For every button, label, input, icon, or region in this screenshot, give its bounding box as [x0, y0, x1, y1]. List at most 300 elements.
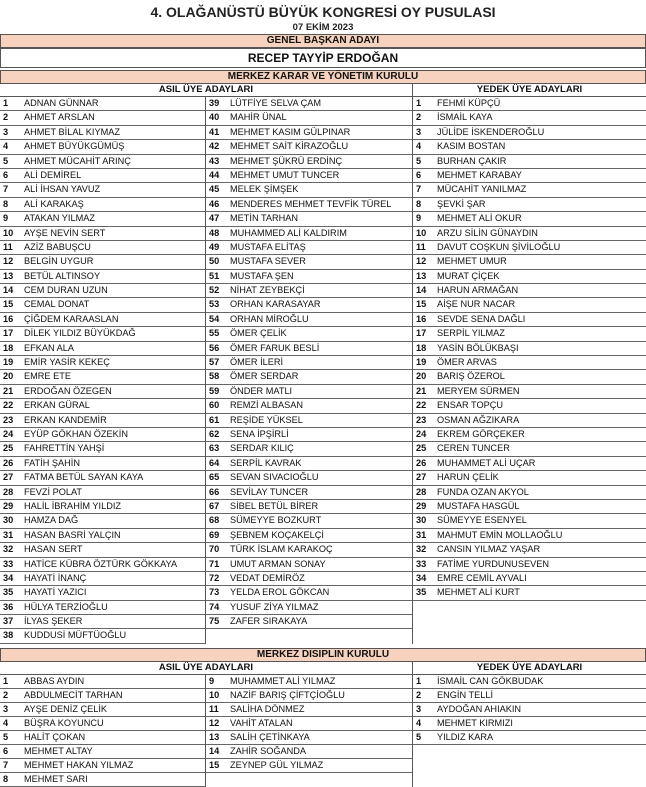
candidate-number: 31: [416, 529, 427, 540]
candidate-name: MURAT ÇİÇEK: [437, 270, 500, 281]
candidate-name: ÇİĞDEM KARAASLAN: [24, 313, 119, 324]
candidate-row: [206, 342, 412, 356]
candidate-name: HALİT ÇOKAN: [24, 731, 86, 742]
candidate-number: 10: [416, 227, 427, 238]
candidate-name: MAHİR ÜNAL: [230, 112, 287, 123]
candidate-number: 18: [3, 342, 14, 353]
candidate-row: [413, 689, 646, 703]
candidate-row: [206, 689, 412, 703]
candidate-name: MERYEM SÜRMEN: [437, 385, 520, 396]
candidate-name: ÖMER FARUK BESLİ: [230, 342, 320, 353]
candidate-row: [413, 731, 646, 745]
candidate-number: 15: [416, 299, 427, 310]
candidate-name: DİLEK YILDIZ BÜYÜKDAĞ: [24, 328, 136, 339]
candidate-number: 57: [209, 357, 220, 368]
candidate-name: İLYAS ŞEKER: [24, 616, 83, 627]
section2-asil-column: [0, 662, 412, 787]
candidate-number: 50: [209, 256, 220, 267]
section2-asil-left-list: [0, 675, 205, 787]
candidate-name: ÖMER ÇELİK: [230, 328, 287, 339]
candidate-name: AYŞE DENİZ ÇELİK: [24, 703, 108, 714]
candidate-row: [206, 442, 412, 456]
candidate-number: 17: [3, 328, 14, 339]
candidate-number: 12: [209, 717, 220, 728]
candidate-row: [413, 126, 646, 140]
candidate-name: ADNAN GÜNNAR: [24, 98, 99, 108]
candidate-row: [413, 155, 646, 169]
candidate-number: 8: [3, 773, 9, 784]
candidate-name: MUSTAFA SEVER: [230, 256, 306, 267]
candidate-name: EMİR YASİR KEKEÇ: [24, 357, 110, 368]
candidate-number: 18: [416, 342, 427, 353]
candidate-number: 1: [416, 98, 422, 108]
candidate-row: [413, 183, 646, 197]
candidate-name: BÜŞRA KOYUNCU: [24, 717, 104, 728]
section2-asil-right-list: [205, 675, 412, 787]
candidate-row: [413, 675, 646, 689]
candidate-number: 64: [209, 457, 220, 468]
candidate-number: 12: [3, 256, 14, 267]
candidate-name: VEDAT DEMİRÖZ: [230, 572, 305, 583]
candidate-row: [206, 111, 412, 125]
candidate-row: [0, 385, 205, 399]
candidate-number: 3: [3, 703, 9, 714]
candidate-row: [206, 212, 412, 226]
candidate-name: SERPİL YILMAZ: [437, 328, 505, 339]
candidate-row: [206, 140, 412, 154]
candidate-number: 13: [416, 270, 427, 281]
candidate-row: [0, 601, 205, 615]
candidate-number: 7: [416, 184, 422, 195]
candidate-name: ZEYNEP GÜL YILMAZ: [230, 759, 324, 770]
candidate-number: 52: [209, 285, 220, 296]
candidate-number: 27: [3, 472, 14, 483]
candidate-row: [0, 486, 205, 500]
candidate-row: [0, 227, 205, 241]
candidate-name: LÜTFİYE SELVA ÇAM: [230, 98, 322, 108]
candidate-row: [0, 284, 205, 298]
candidate-name: MEHMET KASIM GÜLPINAR: [230, 126, 351, 137]
candidate-name: CANSIN YILMAZ YAŞAR: [437, 544, 541, 555]
section2-grid: [0, 662, 646, 787]
candidate-row: [206, 126, 412, 140]
candidate-name: HARUN ARMAĞAN: [437, 285, 519, 296]
candidate-name: HAYATİ YAZICI: [24, 587, 87, 598]
candidate-number: 4: [416, 141, 422, 152]
candidate-row: [206, 558, 412, 572]
candidate-number: 15: [3, 299, 14, 310]
candidate-row: [0, 342, 205, 356]
candidate-row: [413, 198, 646, 212]
candidate-number: 9: [209, 675, 215, 686]
candidate-name: ALİ DEMİREL: [24, 169, 82, 180]
candidate-row: [0, 370, 205, 384]
candidate-row: [206, 270, 412, 284]
section2-title: MERKEZ DISIPLIN KURULU: [0, 648, 646, 662]
candidate-row: [413, 399, 646, 413]
candidate-row: [413, 140, 646, 154]
section1-yedek-header: YEDEK ÜYE ADAYLARI: [413, 84, 646, 97]
candidate-number: 3: [3, 126, 9, 137]
candidate-number: 25: [3, 443, 14, 454]
candidate-row: [413, 500, 646, 514]
candidate-name: AİŞE NUR NACAR: [437, 299, 516, 310]
candidate-name: FAHRETTİN YAHŞİ: [24, 443, 105, 454]
ballot-page: [0, 2, 646, 784]
candidate-number: 24: [3, 428, 14, 439]
candidate-number: 11: [3, 241, 13, 252]
candidate-row: [206, 543, 412, 557]
candidate-row: [0, 717, 205, 731]
candidate-row: [0, 155, 205, 169]
candidate-row: [206, 255, 412, 269]
candidate-row: [413, 212, 646, 226]
candidate-number: 13: [209, 731, 220, 742]
candidate-number: 1: [3, 98, 9, 108]
candidate-name: EMRE CEMİL AYVALI: [437, 572, 527, 583]
candidate-row: [206, 586, 412, 600]
candidate-row: [413, 298, 646, 312]
candidate-number: 12: [416, 256, 427, 267]
candidate-number: 33: [3, 558, 14, 569]
candidate-number: 3: [416, 126, 422, 137]
candidate-number: 4: [416, 717, 422, 728]
candidate-number: 10: [209, 689, 220, 700]
candidate-row: [206, 227, 412, 241]
candidate-number: 6: [3, 745, 9, 756]
candidate-number: 23: [416, 414, 427, 425]
candidate-number: 46: [209, 198, 220, 209]
candidate-name: HAYATİ İNANÇ: [24, 572, 87, 583]
candidate-name: HÜLYA TERZİOĞLU: [24, 601, 108, 612]
candidate-name: AHMET BİLAL KIYMAZ: [24, 126, 120, 137]
candidate-name: YILDIZ KARA: [437, 731, 494, 742]
candidate-number: 4: [3, 141, 9, 152]
candidate-number: 30: [3, 515, 14, 526]
candidate-number: 24: [416, 428, 427, 439]
candidate-row: [0, 543, 205, 557]
candidate-number: 10: [3, 227, 14, 238]
candidate-row: [0, 414, 205, 428]
candidate-name: UMUT ARMAN SONAY: [230, 558, 326, 569]
candidate-name: SENA İPŞİRLİ: [230, 428, 289, 439]
candidate-number: 40: [209, 112, 220, 123]
candidate-name: YELDA EROL GÖKCAN: [230, 587, 330, 598]
candidate-row: [0, 629, 205, 643]
candidate-name: AYŞE NEVİN SERT: [24, 227, 106, 238]
candidate-row: [413, 586, 646, 600]
candidate-row: [0, 255, 205, 269]
candidate-row: [206, 615, 412, 629]
candidate-name: REŞİDE YÜKSEL: [230, 414, 303, 425]
candidate-number: 15: [209, 759, 220, 770]
candidate-number: 73: [209, 587, 220, 598]
candidate-name: ABDULMECİT TARHAN: [24, 689, 123, 700]
candidate-number: 4: [3, 717, 9, 728]
candidate-name: FATİME YURDUNUSEVEN: [437, 558, 549, 569]
candidate-name: SÜMEYYE BOZKURT: [230, 515, 322, 526]
candidate-number: 17: [416, 328, 427, 339]
candidate-name: ÖMER ARVAS: [437, 357, 497, 368]
candidate-number: 56: [209, 342, 220, 353]
candidate-name: MEHMET SAİT KİRAZOĞLU: [230, 141, 349, 152]
candidate-name: FATMA BETÜL SAYAN KAYA: [24, 472, 144, 483]
candidate-number: 69: [209, 529, 220, 540]
candidate-name: KUDDUSİ MÜFTÜOĞLU: [24, 630, 127, 641]
candidate-name: HATİCE KÜBRA ÖZTÜRK GÖKKAYA: [24, 558, 178, 569]
candidate-number: 11: [416, 241, 426, 252]
candidate-number: 41: [209, 126, 220, 137]
candidate-row: [0, 140, 205, 154]
candidate-row: [206, 169, 412, 183]
candidate-name: KASIM BOSTAN: [437, 141, 506, 152]
candidate-row: [206, 572, 412, 586]
candidate-row: [413, 457, 646, 471]
candidate-name: SERPİL KAVRAK: [230, 457, 302, 468]
candidate-row: [206, 703, 412, 717]
candidate-name: MEHMET ŞÜKRÜ ERDİNÇ: [230, 155, 343, 166]
candidate-row: [206, 745, 412, 759]
candidate-name: ERDOĞAN ÖZEGEN: [24, 385, 112, 396]
candidate-name: MEHMET UMUR: [437, 256, 507, 267]
candidate-row: [206, 385, 412, 399]
candidate-name: FUNDA OZAN AKYOL: [437, 486, 529, 497]
candidate-row: [413, 486, 646, 500]
candidate-number: 6: [3, 169, 9, 180]
candidate-name: AYDOĞAN AHIAKIN: [437, 703, 522, 714]
candidate-name: NAZİF BARIŞ ÇİFTÇİOĞLU: [230, 689, 345, 700]
candidate-number: 19: [3, 357, 14, 368]
candidate-number: 8: [416, 198, 422, 209]
candidate-name: BARIŞ ÖZEROL: [437, 371, 505, 382]
candidate-row: [0, 241, 205, 255]
candidate-number: 39: [209, 98, 220, 108]
candidate-number: 14: [3, 285, 14, 296]
candidate-name: VAHİT ATALAN: [230, 717, 293, 728]
candidate-name: METİN TARHAN: [230, 213, 299, 224]
candidate-row: [206, 717, 412, 731]
candidate-number: 35: [3, 587, 14, 598]
candidate-name: HAMZA DAĞ: [24, 515, 79, 526]
candidate-number: 44: [209, 169, 220, 180]
candidate-number: 42: [209, 141, 220, 152]
candidate-number: 70: [209, 544, 220, 555]
candidate-row: [413, 514, 646, 528]
candidate-name: AHMET MÜCAHİT ARINÇ: [24, 155, 131, 166]
candidate-name: FEHMİ KÜPÇÜ: [437, 98, 501, 108]
candidate-number: 62: [209, 428, 220, 439]
candidate-row: [0, 399, 205, 413]
president-name: RECEP TAYYİP ERDOĞAN: [0, 48, 646, 68]
candidate-name: MEHMET ALİ KURT: [437, 587, 520, 598]
candidate-number: 65: [209, 472, 220, 483]
candidate-name: ÖNDER MATLI: [230, 385, 293, 396]
candidate-row: [413, 558, 646, 572]
candidate-row: [206, 241, 412, 255]
candidate-number: 5: [416, 155, 422, 166]
section2-yedek-list: [413, 675, 646, 745]
candidate-row: [206, 313, 412, 327]
candidate-name: ENGİN TELLİ: [437, 689, 493, 700]
candidate-number: 14: [209, 745, 220, 756]
candidate-row: [0, 572, 205, 586]
candidate-row: [0, 759, 205, 773]
candidate-row: [0, 586, 205, 600]
candidate-row: [413, 241, 646, 255]
candidate-name: DAVUT COŞKUN ŞİVİLOĞLU: [437, 241, 561, 252]
candidate-row: [206, 97, 412, 111]
candidate-name: YUSUF ZİYA YILMAZ: [230, 601, 319, 612]
candidate-number: 53: [209, 299, 220, 310]
candidate-row: [0, 773, 205, 787]
candidate-number: 34: [416, 572, 427, 583]
candidate-row: [0, 745, 205, 759]
candidate-row: [413, 428, 646, 442]
section1-title: MERKEZ KARAR VE YÖNETIM KURULU: [0, 70, 646, 84]
candidate-name: HARUN ÇELİK: [437, 472, 499, 483]
candidate-row: [0, 313, 205, 327]
candidate-number: 66: [209, 486, 220, 497]
candidate-number: 1: [416, 675, 422, 686]
candidate-name: SALİHA DÖNMEZ: [230, 703, 305, 714]
candidate-name: ERKAN KANDEMİR: [24, 414, 107, 425]
candidate-row: [413, 414, 646, 428]
section1-asil-column: [0, 84, 412, 644]
candidate-name: ARZU SİLİN GÜNAYDIN: [437, 227, 538, 238]
candidate-row: [0, 111, 205, 125]
candidate-number: 20: [416, 371, 427, 382]
candidate-number: 58: [209, 371, 220, 382]
candidate-number: 2: [3, 689, 9, 700]
candidate-row: [206, 675, 412, 689]
candidate-number: 21: [416, 385, 427, 396]
candidate-row: [206, 500, 412, 514]
candidate-name: MEHMET KARABAY: [437, 169, 522, 180]
section1-grid: [0, 84, 646, 644]
candidate-row: [413, 111, 646, 125]
candidate-row: [0, 615, 205, 629]
president-band: GENEL BAŞKAN ADAYI: [0, 34, 646, 48]
candidate-number: 2: [416, 689, 422, 700]
candidate-row: [0, 327, 205, 341]
candidate-name: ŞEBNEM KOÇAKELÇİ: [230, 529, 324, 540]
candidate-name: YASİN BÖLÜKBAŞI: [437, 342, 519, 353]
candidate-row: [0, 471, 205, 485]
candidate-number: 13: [3, 270, 14, 281]
candidate-number: 28: [3, 486, 14, 497]
candidate-row: [413, 356, 646, 370]
candidate-name: CEMAL DONAT: [24, 299, 90, 310]
candidate-number: 21: [3, 385, 14, 396]
candidate-number: 16: [3, 313, 14, 324]
candidate-name: OSMAN AĞZIKARA: [437, 414, 520, 425]
candidate-row: [413, 370, 646, 384]
candidate-number: 23: [3, 414, 14, 425]
candidate-name: MENDERES MEHMET TEVFİK TÜREL: [230, 198, 392, 209]
candidate-row: [413, 284, 646, 298]
candidate-row: [0, 442, 205, 456]
candidate-row: [0, 514, 205, 528]
candidate-number: 34: [3, 572, 14, 583]
candidate-number: 3: [416, 703, 422, 714]
candidate-number: 27: [416, 472, 427, 483]
candidate-number: 74: [209, 601, 220, 612]
candidate-name: ABBAS AYDIN: [24, 675, 85, 686]
candidate-row: [413, 543, 646, 557]
candidate-name: MEHMET SARI: [24, 773, 88, 784]
candidate-number: 26: [416, 457, 427, 468]
candidate-row: [413, 717, 646, 731]
section1-asil-right-list: [205, 97, 412, 644]
candidate-name: SÜMEYYE ESENYEL: [437, 515, 527, 526]
candidate-name: CEREN TUNCER: [437, 443, 510, 454]
candidate-name: ORHAN MİROĞLU: [230, 313, 309, 324]
candidate-name: MEHMET KIRMIZI: [437, 717, 513, 728]
candidate-row: [206, 471, 412, 485]
candidate-number: 20: [3, 371, 14, 382]
candidate-name: REMZİ ALBASAN: [230, 400, 304, 411]
candidate-number: 54: [209, 313, 220, 324]
candidate-number: 61: [209, 414, 220, 425]
candidate-number: 47: [209, 213, 220, 224]
candidate-number: 49: [209, 241, 220, 252]
candidate-number: 16: [416, 313, 427, 324]
candidate-row: [0, 97, 205, 111]
candidate-number: 5: [3, 155, 9, 166]
candidate-row: [0, 457, 205, 471]
candidate-name: HASAN BASRİ YALÇIN: [24, 529, 121, 540]
candidate-name: EYÜP GÖKHAN ÖZEKİN: [24, 428, 128, 439]
candidate-row: [206, 414, 412, 428]
candidate-number: 36: [3, 601, 14, 612]
candidate-name: NİHAT ZEYBEKÇİ: [230, 285, 305, 296]
candidate-number: 45: [209, 184, 220, 195]
candidate-name: AHMET ARSLAN: [24, 112, 95, 123]
section2-asil-header: ASIL ÜYE ADAYLARI: [0, 662, 412, 675]
candidate-name: CEM DURAN UZUN: [24, 285, 108, 296]
candidate-row: [413, 572, 646, 586]
candidate-name: MELEK ŞİMŞEK: [230, 184, 299, 195]
candidate-row: [206, 457, 412, 471]
section2-yedek-header: YEDEK ÜYE ADAYLARI: [413, 662, 646, 675]
candidate-name: AHMET BÜYÜKGÜMÜŞ: [24, 141, 125, 152]
candidate-name: SEVDE SENA DAĞLI: [437, 313, 526, 324]
candidate-number: 9: [3, 213, 9, 224]
candidate-number: 32: [3, 544, 14, 555]
candidate-number: 5: [3, 731, 9, 742]
candidate-row: [206, 529, 412, 543]
candidate-row: [413, 97, 646, 111]
section1-yedek-list: [413, 97, 646, 601]
candidate-row: [206, 284, 412, 298]
candidate-number: 51: [209, 270, 220, 281]
candidate-row: [413, 385, 646, 399]
candidate-number: 48: [209, 227, 220, 238]
candidate-number: 19: [416, 357, 427, 368]
page-title: 4. OLAĞANÜSTÜ BÜYÜK KONGRESİ OY PUSULASI: [150, 4, 496, 20]
section1-asil-left-list: [0, 97, 205, 644]
candidate-row: [0, 428, 205, 442]
candidate-name: FEVZİ POLAT: [24, 486, 83, 497]
candidate-name: ŞEVKİ ŞAR: [437, 198, 486, 209]
candidate-number: 8: [3, 198, 9, 209]
candidate-row: [206, 399, 412, 413]
candidate-row: [413, 227, 646, 241]
candidate-row: [0, 270, 205, 284]
candidate-name: BETÜL ALTINSOY: [24, 270, 101, 281]
candidate-number: 60: [209, 400, 220, 411]
candidate-row: [206, 370, 412, 384]
